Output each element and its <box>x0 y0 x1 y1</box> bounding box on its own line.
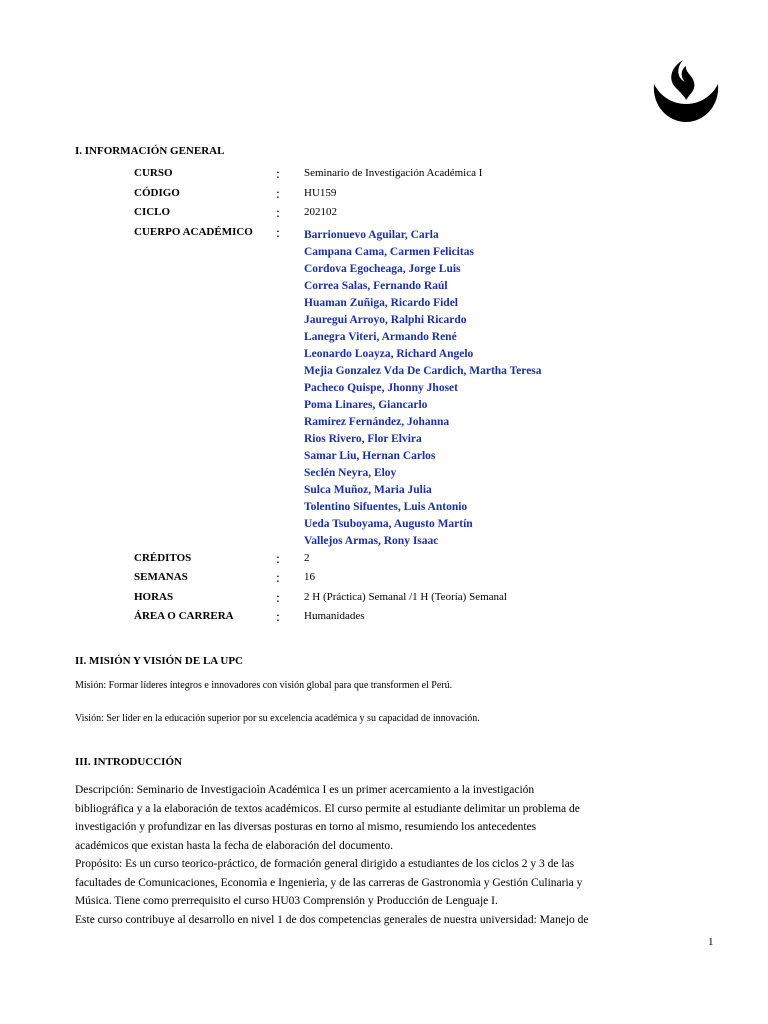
faculty-member: Ueda Tsuboyama, Augusto Martín <box>304 518 473 530</box>
faculty-member: Barrionuevo Aguilar, Carla <box>304 229 439 241</box>
faculty-member: Campana Cama, Carmen Felicitas <box>304 246 474 258</box>
faculty-member: Jauregui Arroyo, Ralphi Ricardo <box>304 314 467 326</box>
info-value: 202102 <box>304 206 337 218</box>
text-line: Este curso contribuye al desarrollo en nivel 1 de dos competencias generales de nuestra universidad: Manejo de <box>75 913 589 926</box>
info-colon: : <box>276 187 280 202</box>
info-value: Seminario de Investigación Académica I <box>304 167 483 179</box>
text-line: investigación y profundizar en las diversas posturas en torno al mismo, resumiendo los antecedentes <box>75 821 537 833</box>
info-label: SEMANAS <box>134 571 188 583</box>
faculty-member: Correa Salas, Fernando Raúl <box>304 280 448 292</box>
faculty-member: Sulca Muñoz, Maria Julia <box>304 484 432 496</box>
info-value: Humanidades <box>304 610 365 622</box>
info-colon: : <box>276 591 280 606</box>
info-label: ÁREA O CARRERA <box>134 610 234 622</box>
info-label: CICLO <box>134 206 171 218</box>
faculty-member: Vallejos Armas, Rony Isaac <box>304 535 439 547</box>
mision-text: Misión: Formar líderes íntegros e innovadores con visión global para que transformen el Perú. <box>75 680 453 691</box>
info-row-area-carrera <box>134 610 654 630</box>
info-row-codigo <box>134 187 654 207</box>
page-number: 1 <box>708 936 714 948</box>
faculty-member: Huaman Zuñiga, Ricardo Fidel <box>304 297 458 309</box>
upc-logo-icon <box>650 58 722 124</box>
faculty-member: Seclén Neyra, Eloy <box>304 467 397 479</box>
faculty-member: Leonardo Loayza, Richard Angelo <box>304 348 474 360</box>
info-row-semanas <box>134 571 654 591</box>
faculty-member: Lanegra Viteri, Armando René <box>304 331 457 343</box>
text-line: académicos que existan hasta la fecha de elaboración del documento. <box>75 839 394 852</box>
info-colon: : <box>276 206 280 221</box>
section-title-mision-vision: II. MISIÓN Y VISIÓN DE LA UPC <box>75 655 243 667</box>
info-colon: : <box>276 552 280 567</box>
faculty-member: Rios Rivero, Flor Elvira <box>304 433 422 445</box>
info-label: CURSO <box>134 167 173 179</box>
info-colon: : <box>276 167 280 182</box>
introduccion-body <box>75 781 675 929</box>
faculty-member: Pacheco Quispe, Jhonny Jhoset <box>304 382 458 394</box>
text-line: facultades de Comunicaciones, Economìa e Ingenierìa, y de las carreras de Gastronomìa y Gestión Culinaria y <box>75 876 583 889</box>
faculty-member: Mejia Gonzalez Vda De Cardich, Martha Teresa <box>304 365 542 377</box>
faculty-member: Tolentino Sifuentes, Luis Antonio <box>304 501 468 513</box>
info-label: CUERPO ACADÉMICO <box>134 226 253 238</box>
faculty-member: Ramírez Fernández, Johanna <box>304 416 450 428</box>
info-colon: : <box>276 571 280 586</box>
info-label: HORAS <box>134 591 174 603</box>
info-row-curso <box>134 167 654 187</box>
faculty-list <box>304 227 542 550</box>
text-line: bibliográfica y a la elaboración de textos académicos. El curso permite al estudiante delimitar un problema de <box>75 802 580 815</box>
info-row-ciclo <box>134 206 654 226</box>
info-colon: : <box>276 226 280 241</box>
info-value: 2 H (Práctica) Semanal /1 H (Teoría) Semanal <box>304 591 507 603</box>
faculty-member: Samar Liu, Hernan Carlos <box>304 450 436 462</box>
vision-text: Visión: Ser líder en la educación superior por su excelencia académica y su capacidad de innovación. <box>75 713 480 724</box>
text-line: Descripción: Seminario de Investigacioìn Académica I es un primer acercamiento a la investigación <box>75 784 535 796</box>
faculty-member: Poma Linares, Giancarlo <box>304 399 428 411</box>
section-title-introduccion: III. INTRODUCCIÓN <box>75 756 182 768</box>
faculty-member: Cordova Egocheaga, Jorge Luis <box>304 263 461 275</box>
text-line: Música. Tiene como prerrequisito el curso HU03 Comprensión y Producción de Lenguaje I. <box>75 895 498 907</box>
info-label: CRÉDITOS <box>134 552 192 564</box>
info-value: 2 <box>304 552 310 564</box>
text-line: Propósito: Es un curso teorico-práctico, de formación general dirigido a estudiantes de los ciclos 2 y 3 de las <box>75 858 575 870</box>
info-row-creditos <box>134 552 654 572</box>
info-value: HU159 <box>304 187 337 199</box>
info-colon: : <box>276 610 280 625</box>
info-label: CÓDIGO <box>134 187 180 199</box>
info-value: 16 <box>304 571 315 583</box>
section-title-informacion-general: I. INFORMACIÓN GENERAL <box>75 145 225 157</box>
info-row-horas <box>134 591 654 611</box>
